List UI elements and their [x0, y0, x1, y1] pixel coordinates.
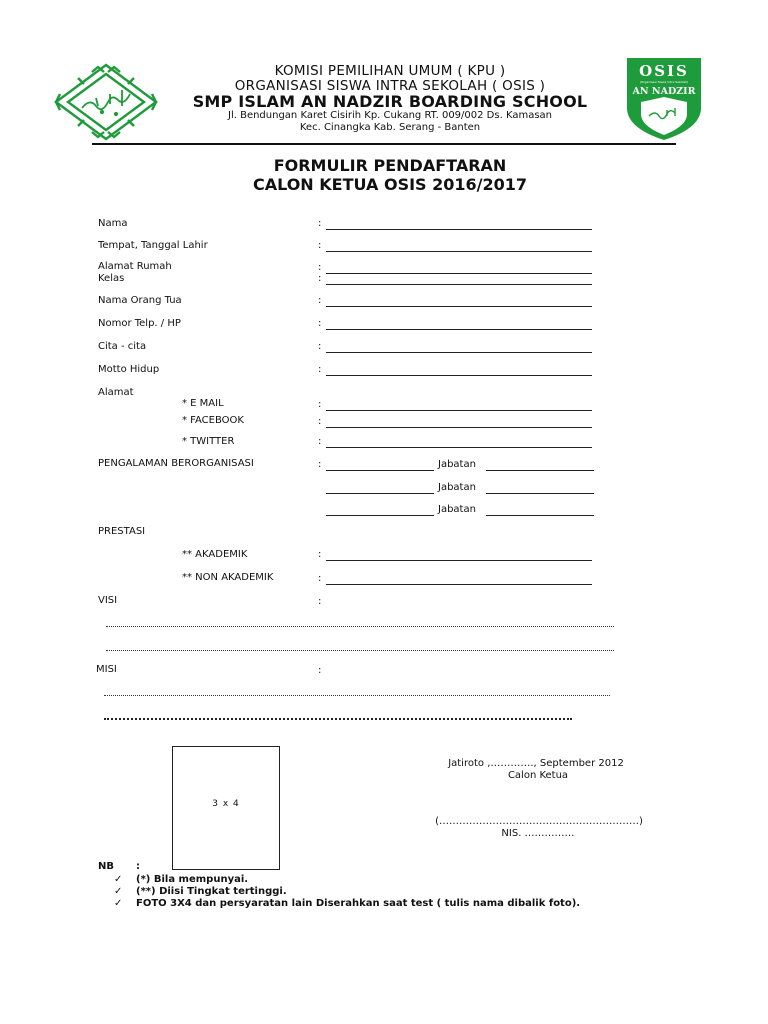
colon: : [318, 262, 322, 273]
field-jabatan-2[interactable] [486, 493, 594, 494]
colon: : [318, 573, 322, 584]
field-nama-orang-tua[interactable] [326, 306, 592, 307]
notes-colon: : [136, 861, 140, 872]
field-twitter[interactable] [326, 447, 592, 448]
colon: : [318, 416, 322, 427]
colon: : [318, 364, 322, 375]
osis-logo-bottom-text: AN NADZIR [632, 86, 696, 97]
colon: : [318, 399, 322, 410]
colon: : [318, 240, 322, 251]
colon: : [318, 318, 322, 329]
field-nomor-telp[interactable] [326, 329, 592, 330]
field-nama[interactable] [326, 229, 592, 230]
field-cita-cita[interactable] [326, 352, 592, 353]
field-misi-line-1[interactable] [104, 695, 610, 696]
label-jabatan: Jabatan [438, 504, 476, 515]
header-kpu: KOMISI PEMILIHAN UMUM ( KPU ) [274, 63, 506, 79]
school-logo-left [52, 62, 160, 142]
field-alamat-rumah[interactable] [326, 273, 592, 274]
colon: : [318, 218, 322, 229]
label-facebook: * FACEBOOK [182, 415, 244, 426]
osis-logo-top-text: OSIS [639, 62, 689, 80]
field-facebook[interactable] [326, 427, 592, 428]
signature-place-date: Jatiroto ,…………., September 2012 [448, 758, 624, 769]
field-organisasi-1[interactable] [326, 470, 434, 471]
signature-role: Calon Ketua [507, 770, 569, 781]
signature-nis[interactable]: NIS. …………… [501, 828, 575, 839]
label-misi: MISI [96, 664, 117, 675]
osis-logo-right [625, 56, 703, 142]
colon: : [318, 596, 322, 607]
label-nama: Nama [98, 218, 128, 229]
signature-name-blank[interactable]: (……………………………………………………) [435, 816, 643, 827]
field-motto-hidup[interactable] [326, 375, 592, 376]
colon: : [318, 549, 322, 560]
field-jabatan-1[interactable] [486, 470, 594, 471]
field-organisasi-3[interactable] [326, 515, 434, 516]
note-item: (**) Diisi Tingkat tertinggi. [136, 886, 287, 897]
colon: : [318, 273, 322, 284]
field-email[interactable] [326, 410, 592, 411]
label-cita-cita: Cita - cita [98, 341, 147, 352]
form-subtitle: CALON KETUA OSIS 2016/2017 [252, 175, 528, 194]
colon: : [318, 341, 322, 352]
field-tempat-tanggal-lahir[interactable] [326, 251, 592, 252]
field-non-akademik[interactable] [326, 584, 592, 585]
form-title: FORMULIR PENDAFTARAN [273, 156, 507, 175]
label-alamat: Alamat [98, 387, 134, 398]
field-kelas[interactable] [326, 284, 592, 285]
header-divider [92, 143, 676, 145]
label-tempat-tanggal-lahir: Tempat, Tanggal Lahir [98, 240, 208, 251]
colon: : [318, 436, 322, 447]
label-jabatan: Jabatan [438, 459, 476, 470]
field-misi-line-2[interactable] [104, 718, 572, 720]
field-jabatan-3[interactable] [486, 515, 594, 516]
label-jabatan: Jabatan [438, 482, 476, 493]
label-pengalaman-berorganisasi: PENGALAMAN BERORGANISASI [98, 458, 254, 469]
check-icon: ✓ [114, 898, 123, 909]
label-akademik: ** AKADEMIK [182, 549, 248, 560]
label-prestasi: PRESTASI [98, 526, 146, 537]
note-item: (*) Bila mempunyai. [136, 874, 249, 885]
label-non-akademik: ** NON AKADEMIK [182, 572, 274, 583]
photo-box [172, 746, 280, 870]
note-item: FOTO 3X4 dan persyaratan lain Diserahkan saat test ( tulis nama dibalik foto). [136, 898, 581, 909]
label-twitter: * TWITTER [182, 436, 235, 447]
notes-label: NB [98, 861, 114, 872]
header-address-line2: Kec. Cinangka Kab. Serang - Banten [299, 122, 481, 133]
label-nomor-telp: Nomor Telp. / HP [98, 318, 181, 329]
label-alamat-rumah: Alamat Rumah [98, 261, 172, 272]
osis-logo-tiny-text: (Organisasi Siswa Intra Sekolah) [639, 80, 689, 84]
label-email: * E MAIL [182, 398, 224, 409]
colon: : [318, 295, 322, 306]
colon: : [318, 665, 322, 676]
check-icon: ✓ [114, 886, 123, 897]
field-visi-line-1[interactable] [106, 626, 614, 627]
check-icon: ✓ [114, 874, 123, 885]
label-kelas: Kelas [98, 273, 125, 284]
header-school-name: SMP ISLAM AN NADZIR BOARDING SCHOOL [192, 92, 588, 111]
label-visi: VISI [98, 595, 118, 606]
header-address-line1: Jl. Bendungan Karet Cisirih Kp. Cukang RT. 009/002 Ds. Kamasan [228, 110, 552, 121]
photo-size-label: 3 x 4 [212, 799, 240, 809]
field-organisasi-2[interactable] [326, 493, 434, 494]
colon: : [318, 459, 322, 470]
field-visi-line-2[interactable] [106, 650, 614, 651]
field-akademik[interactable] [326, 560, 592, 561]
header-osis: ORGANISASI SISWA INTRA SEKOLAH ( OSIS ) [234, 78, 546, 94]
label-motto-hidup: Motto Hidup [98, 364, 160, 375]
label-nama-orang-tua: Nama Orang Tua [98, 295, 182, 306]
